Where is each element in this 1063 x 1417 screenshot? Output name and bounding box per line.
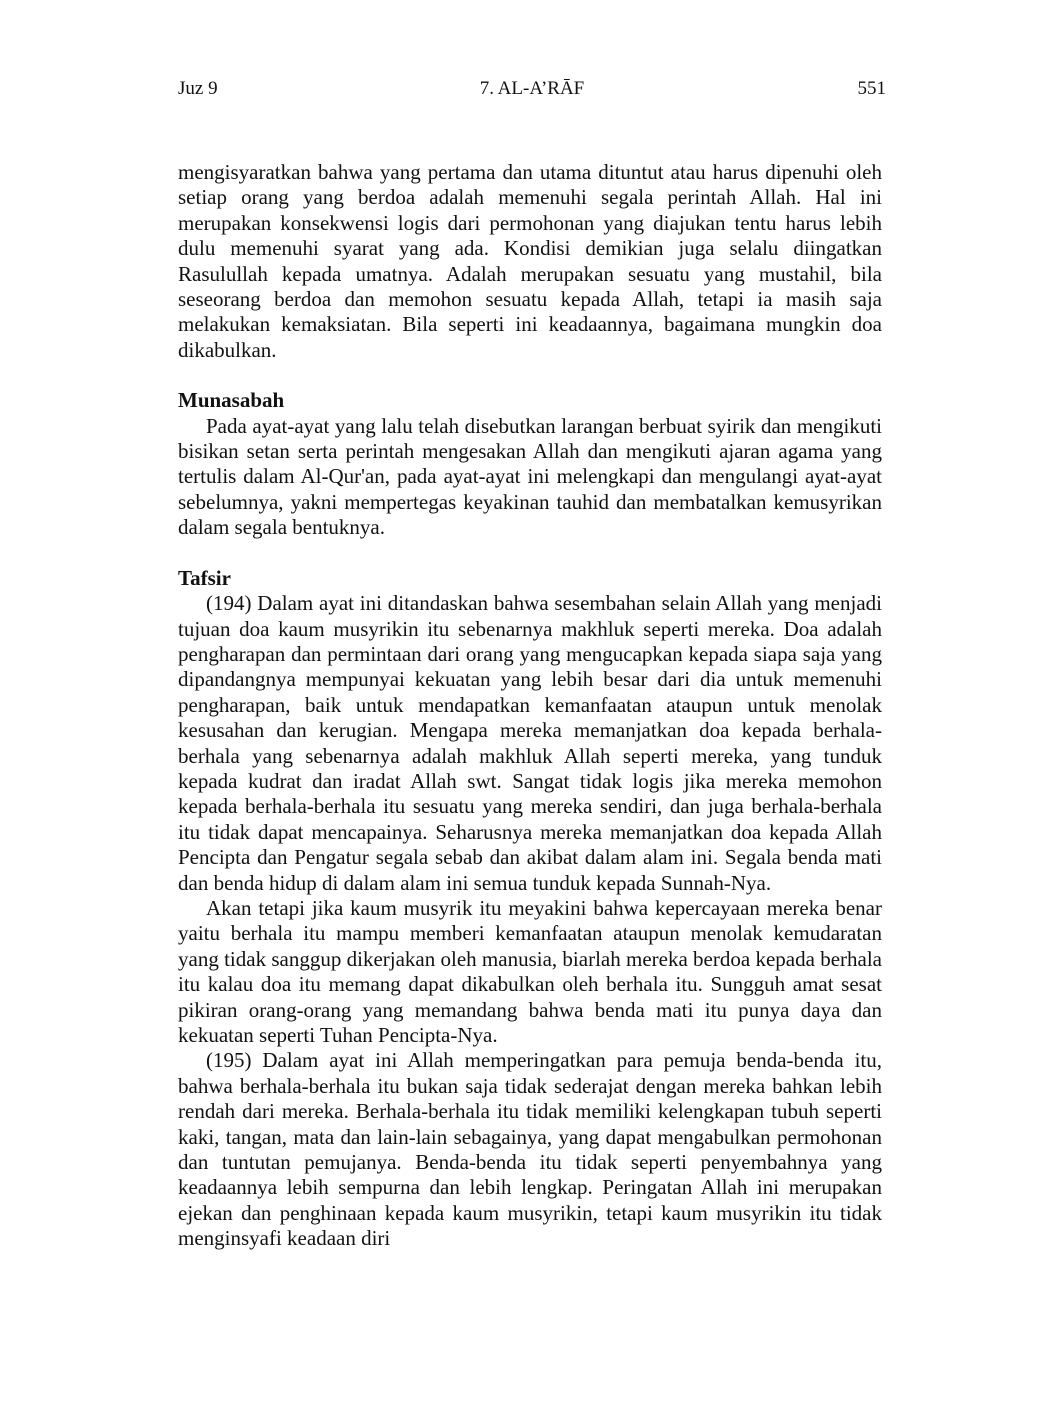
- tafsir-heading: Tafsir: [178, 565, 231, 590]
- page-header: [178, 76, 886, 102]
- section-gap: [178, 541, 882, 566]
- page-body: [178, 160, 882, 1252]
- munasabah-heading: Munasabah: [178, 388, 285, 413]
- intro-paragraph: mengisyaratkan bahwa yang pertama dan utama dituntut atau harus dipenuhi oleh setiap orang yang berdoa adalah memenuhi segala perintah Allah. Hal ini merupakan konsekwensi logis dari permohonan yang diajukan tentu harus lebih dulu memenuhi syarat yang ada. Kondisi demikian juga selalu diingatkan Rasulullah kepada umatnya. Adalah merupakan sesuatu yang mustahil, bila seseorang berdoa dan memohon sesuatu kepada Allah, tetapi ia masih saja melakukan kemaksiatan. Bila seperti ini keadaannya, bagaimana mungkin doa dikabulkan.: [178, 160, 882, 362]
- tafsir-paragraph-194: (194) Dalam ayat ini ditandaskan bahwa sesembahan selain Allah yang menjadi tujuan doa kaum musyrikin itu sebenarnya makhluk seperti mereka. Doa adalah pengharapan dan permintaan dari orang yang mengucapkan kepada siapa saja yang dipandangnya mempunyai kekuatan yang lebih besar dari dia untuk memenuhi pengharapan, baik untuk mendapatkan kemanfaatan ataupun untuk menolak kesusahan dan kerugian. Mengapa mereka memanjatkan doa kepada berhala-berhala yang sebenarnya adalah makhluk Allah seperti mereka, yang tunduk kepada kudrat dan iradat Allah swt. Sangat tidak logis jika mereka memohon kepada berhala-berhala itu sesuatu yang mereka sendiri, dan juga berhala-berhala itu tidak dapat mencapainya. Seharusnya mereka memanjatkan doa kepada Allah Pencipta dan Pengatur segala sebab dan akibat dalam alam ini. Segala benda mati dan benda hidup di dalam alam ini semua tunduk kepada Sunnah-Nya.: [178, 591, 882, 895]
- tafsir-paragraph-195: (195) Dalam ayat ini Allah memperingatkan para pemuja benda-benda itu, bahwa berhala-berhala itu bukan saja tidak sederajat dengan mereka bahkan lebih rendah dari mereka. Berhala-berhala itu tidak memiliki kelengkapan tubuh seperti kaki, tangan, mata dan lain-lain sebagainya, yang dapat mengabulkan permohonan dan tuntutan pemujanya. Benda-benda itu tidak seperti penyembahnya yang keadaannya lebih sempurna dan lebih lengkap. Peringatan Allah ini merupakan ejekan dan penghinaan kepada kaum musyrikin, tetapi kaum musyrikin itu tidak menginsyafi keadaan diri: [178, 1048, 882, 1251]
- tafsir-paragraph-194-continued: Akan tetapi jika kaum musyrik itu meyakini bahwa kepercayaan mereka benar yaitu berhala itu mampu memberi kemanfaatan ataupun menolak kemudaratan yang tidak sanggup dikerjakan oleh manusia, biarlah mereka berdoa kepada berhala itu kalau doa itu memang dapat dikabulkan oleh berhala itu. Sungguh amat sesat pikiran orang-orang yang memandang bahwa benda mati itu punya daya dan kekuatan seperti Tuhan Pencipta-Nya.: [178, 895, 882, 1047]
- surah-title: 7. AL-A’RĀF: [479, 78, 585, 99]
- juz-label: Juz 9: [178, 78, 218, 99]
- section-gap: [178, 363, 882, 388]
- page-number: 551: [857, 78, 886, 99]
- munasabah-paragraph: Pada ayat-ayat yang lalu telah disebutkan larangan berbuat syirik dan mengikuti bisikan setan serta perintah mengesakan Allah dan mengikuti ajaran agama yang tertulis dalam Al-Qur'an, pada ayat-ayat ini melengkapi dan mengulangi ayat-ayat sebelumnya, yakni mempertegas keyakinan tauhid dan membatalkan kemusyrikan dalam segala bentuknya.: [178, 413, 882, 540]
